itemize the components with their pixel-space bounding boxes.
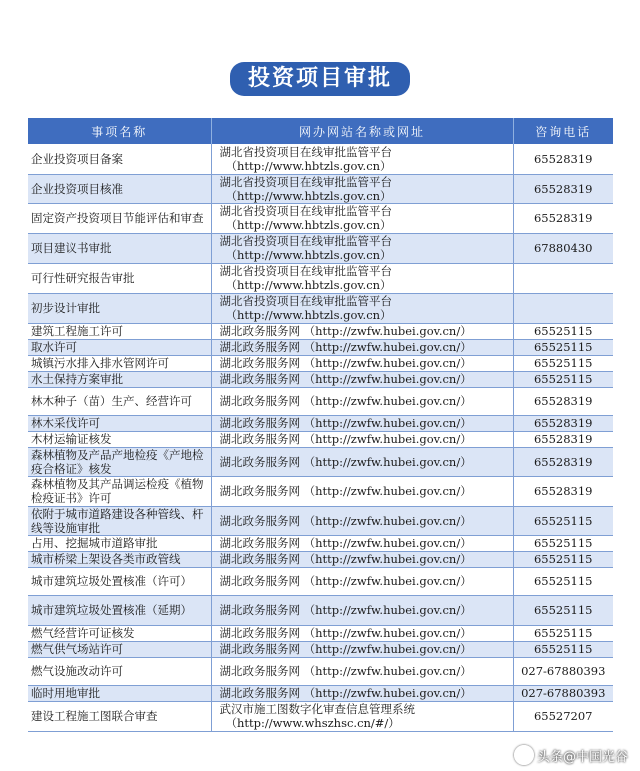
table-row <box>28 339 613 355</box>
website-cell <box>211 551 513 567</box>
phone-cell: 65528319 <box>513 144 613 174</box>
website-cell <box>211 233 513 263</box>
website-name: 湖北政务服务网 （http://zwfw.hubei.gov.cn/） <box>219 484 472 498</box>
item-name-cell: 企业投资项目备案 <box>28 144 211 174</box>
phone-cell: 65528319 <box>513 415 613 431</box>
website-cell <box>211 339 513 355</box>
website-url: （http://www.hbtzls.gov.cn） <box>225 218 392 232</box>
table-row <box>28 476 613 506</box>
item-name-cell: 城市建筑垃圾处置核准（许可） <box>28 567 211 595</box>
table-row <box>28 415 613 431</box>
phone-cell: 65528319 <box>513 174 613 203</box>
table-row <box>28 657 613 685</box>
table-row <box>28 701 613 731</box>
phone-cell: 65525115 <box>513 535 613 551</box>
item-name-cell: 城市建筑垃圾处置核准（延期） <box>28 595 211 625</box>
phone-cell: 65525115 <box>513 595 613 625</box>
website-name: 湖北政务服务网 （http://zwfw.hubei.gov.cn/） <box>219 574 472 588</box>
website-cell <box>211 323 513 339</box>
website-url: （http://www.whszhsc.cn/#/） <box>225 716 400 730</box>
phone-cell: 65525115 <box>513 355 613 371</box>
website-name: 武汉市施工图数字化审查信息管理系统 <box>219 702 415 716</box>
website-url: （http://www.hbtzls.gov.cn） <box>225 308 392 322</box>
item-name-cell: 燃气供气场站许可 <box>28 641 211 657</box>
phone-cell: 65528319 <box>513 203 613 233</box>
item-name-cell: 城镇污水排入排水管网许可 <box>28 355 211 371</box>
item-name-cell: 取水许可 <box>28 339 211 355</box>
table-row <box>28 551 613 567</box>
phone-cell: 65527207 <box>513 701 613 731</box>
website-name: 湖北政务服务网 （http://zwfw.hubei.gov.cn/） <box>219 664 472 678</box>
website-cell <box>211 203 513 233</box>
table-row <box>28 447 613 476</box>
table-row <box>28 641 613 657</box>
website-name: 湖北政务服务网 （http://zwfw.hubei.gov.cn/） <box>219 552 472 566</box>
website-cell <box>211 174 513 203</box>
website-name: 湖北省投资项目在线审批监管平台 <box>219 204 392 218</box>
website-cell <box>211 506 513 535</box>
phone-cell <box>513 293 613 323</box>
phone-cell: 65525115 <box>513 625 613 641</box>
phone-cell: 65525115 <box>513 506 613 535</box>
website-name: 湖北省投资项目在线审批监管平台 <box>219 294 392 308</box>
title-wrap <box>0 62 640 96</box>
item-name-cell: 建设工程施工图联合审查 <box>28 701 211 731</box>
website-name: 湖北政务服务网 （http://zwfw.hubei.gov.cn/） <box>219 513 472 528</box>
phone-cell: 65525115 <box>513 551 613 567</box>
website-cell <box>211 371 513 387</box>
phone-cell: 65525115 <box>513 567 613 595</box>
item-name-cell: 森林植物及其产品调运检疫《植物检疫证书》许可 <box>28 476 211 506</box>
website-name: 湖北政务服务网 （http://zwfw.hubei.gov.cn/） <box>219 356 472 370</box>
phone-cell: 027-67880393 <box>513 657 613 685</box>
website-cell <box>211 144 513 174</box>
website-name: 湖北省投资项目在线审批监管平台 <box>219 264 392 278</box>
website-name: 湖北政务服务网 （http://zwfw.hubei.gov.cn/） <box>219 536 472 550</box>
website-name: 湖北政务服务网 （http://zwfw.hubei.gov.cn/） <box>219 432 472 446</box>
website-cell <box>211 263 513 293</box>
item-name-cell: 占用、挖掘城市道路审批 <box>28 535 211 551</box>
website-cell <box>211 447 513 476</box>
website-cell <box>211 431 513 447</box>
item-name-cell: 燃气经营许可证核发 <box>28 625 211 641</box>
website-name: 湖北政务服务网 （http://zwfw.hubei.gov.cn/） <box>219 603 472 617</box>
phone-cell: 65525115 <box>513 371 613 387</box>
phone-cell: 65528319 <box>513 476 613 506</box>
table-row <box>28 371 613 387</box>
website-cell <box>211 535 513 551</box>
item-name-cell: 城市桥梁上架设各类市政管线 <box>28 551 211 567</box>
table-row <box>28 323 613 339</box>
table-row <box>28 144 613 174</box>
website-name: 湖北政务服务网 （http://zwfw.hubei.gov.cn/） <box>219 324 472 338</box>
website-cell <box>211 415 513 431</box>
item-name-cell: 建筑工程施工许可 <box>28 323 211 339</box>
item-name-cell: 水土保持方案审批 <box>28 371 211 387</box>
website-cell <box>211 625 513 641</box>
website-cell <box>211 595 513 625</box>
approval-table <box>28 118 613 732</box>
item-name-cell: 林木种子（苗）生产、经营许可 <box>28 387 211 415</box>
table-row <box>28 595 613 625</box>
phone-cell: 65528319 <box>513 431 613 447</box>
website-name: 湖北政务服务网 （http://zwfw.hubei.gov.cn/） <box>219 372 472 386</box>
camera-logo-icon <box>514 745 534 765</box>
item-name-cell: 木材运输证核发 <box>28 431 211 447</box>
website-cell <box>211 641 513 657</box>
website-name: 湖北政务服务网 （http://zwfw.hubei.gov.cn/） <box>219 394 472 408</box>
website-name: 湖北政务服务网 （http://zwfw.hubei.gov.cn/） <box>219 454 472 469</box>
table-row <box>28 233 613 263</box>
website-name: 湖北省投资项目在线审批监管平台 <box>219 234 392 248</box>
table-row <box>28 567 613 595</box>
table-row <box>28 355 613 371</box>
phone-cell: 67880430 <box>513 233 613 263</box>
table-row <box>28 506 613 535</box>
header-website: 网办网站名称或网址 <box>211 118 513 144</box>
table-row <box>28 263 613 293</box>
website-url: （http://www.hbtzls.gov.cn） <box>225 158 392 173</box>
phone-cell: 65528319 <box>513 447 613 476</box>
table-row <box>28 625 613 641</box>
table-header-row <box>28 118 613 144</box>
watermark-text: 头条@中国光谷 <box>536 749 628 765</box>
website-name: 湖北省投资项目在线审批监管平台 <box>219 144 392 159</box>
item-name-cell: 企业投资项目核准 <box>28 174 211 203</box>
website-url: （http://www.hbtzls.gov.cn） <box>225 188 392 203</box>
phone-cell <box>513 263 613 293</box>
table-row <box>28 535 613 551</box>
website-name: 湖北政务服务网 （http://zwfw.hubei.gov.cn/） <box>219 340 472 354</box>
table-row <box>28 203 613 233</box>
page-title: 投资项目审批 <box>230 62 410 96</box>
website-url: （http://www.hbtzls.gov.cn） <box>225 248 392 262</box>
phone-cell: 65528319 <box>513 387 613 415</box>
table-row <box>28 293 613 323</box>
header-item-name: 事项名称 <box>28 118 211 144</box>
website-cell <box>211 685 513 701</box>
website-cell <box>211 293 513 323</box>
item-name-cell: 燃气设施改动许可 <box>28 657 211 685</box>
watermark <box>514 745 628 765</box>
website-cell <box>211 355 513 371</box>
website-cell <box>211 657 513 685</box>
website-cell <box>211 567 513 595</box>
table-row <box>28 174 613 203</box>
website-cell <box>211 387 513 415</box>
website-name: 湖北政务服务网 （http://zwfw.hubei.gov.cn/） <box>219 642 472 656</box>
table-row <box>28 431 613 447</box>
item-name-cell: 临时用地审批 <box>28 685 211 701</box>
table-row <box>28 387 613 415</box>
website-name: 湖北政务服务网 （http://zwfw.hubei.gov.cn/） <box>219 626 472 640</box>
item-name-cell: 森林植物及产品产地检疫《产地检疫合格证》核发 <box>28 447 211 476</box>
item-name-cell: 初步设计审批 <box>28 293 211 323</box>
item-name-cell: 固定资产投资项目节能评估和审查 <box>28 203 211 233</box>
phone-cell: 65525115 <box>513 323 613 339</box>
phone-cell: 65525115 <box>513 339 613 355</box>
website-cell <box>211 476 513 506</box>
item-name-cell: 项目建议书审批 <box>28 233 211 263</box>
item-name-cell: 可行性研究报告审批 <box>28 263 211 293</box>
item-name-cell: 林木采伐许可 <box>28 415 211 431</box>
phone-cell: 027-67880393 <box>513 685 613 701</box>
item-name-cell: 依附于城市道路建设各种管线、杆线等设施审批 <box>28 506 211 535</box>
phone-cell: 65525115 <box>513 641 613 657</box>
table-row <box>28 685 613 701</box>
website-name: 湖北政务服务网 （http://zwfw.hubei.gov.cn/） <box>219 416 472 430</box>
website-cell <box>211 701 513 731</box>
website-url: （http://www.hbtzls.gov.cn） <box>225 278 392 292</box>
website-name: 湖北省投资项目在线审批监管平台 <box>219 174 392 189</box>
header-phone: 咨询电话 <box>513 118 613 144</box>
website-name: 湖北政务服务网 （http://zwfw.hubei.gov.cn/） <box>219 686 472 700</box>
